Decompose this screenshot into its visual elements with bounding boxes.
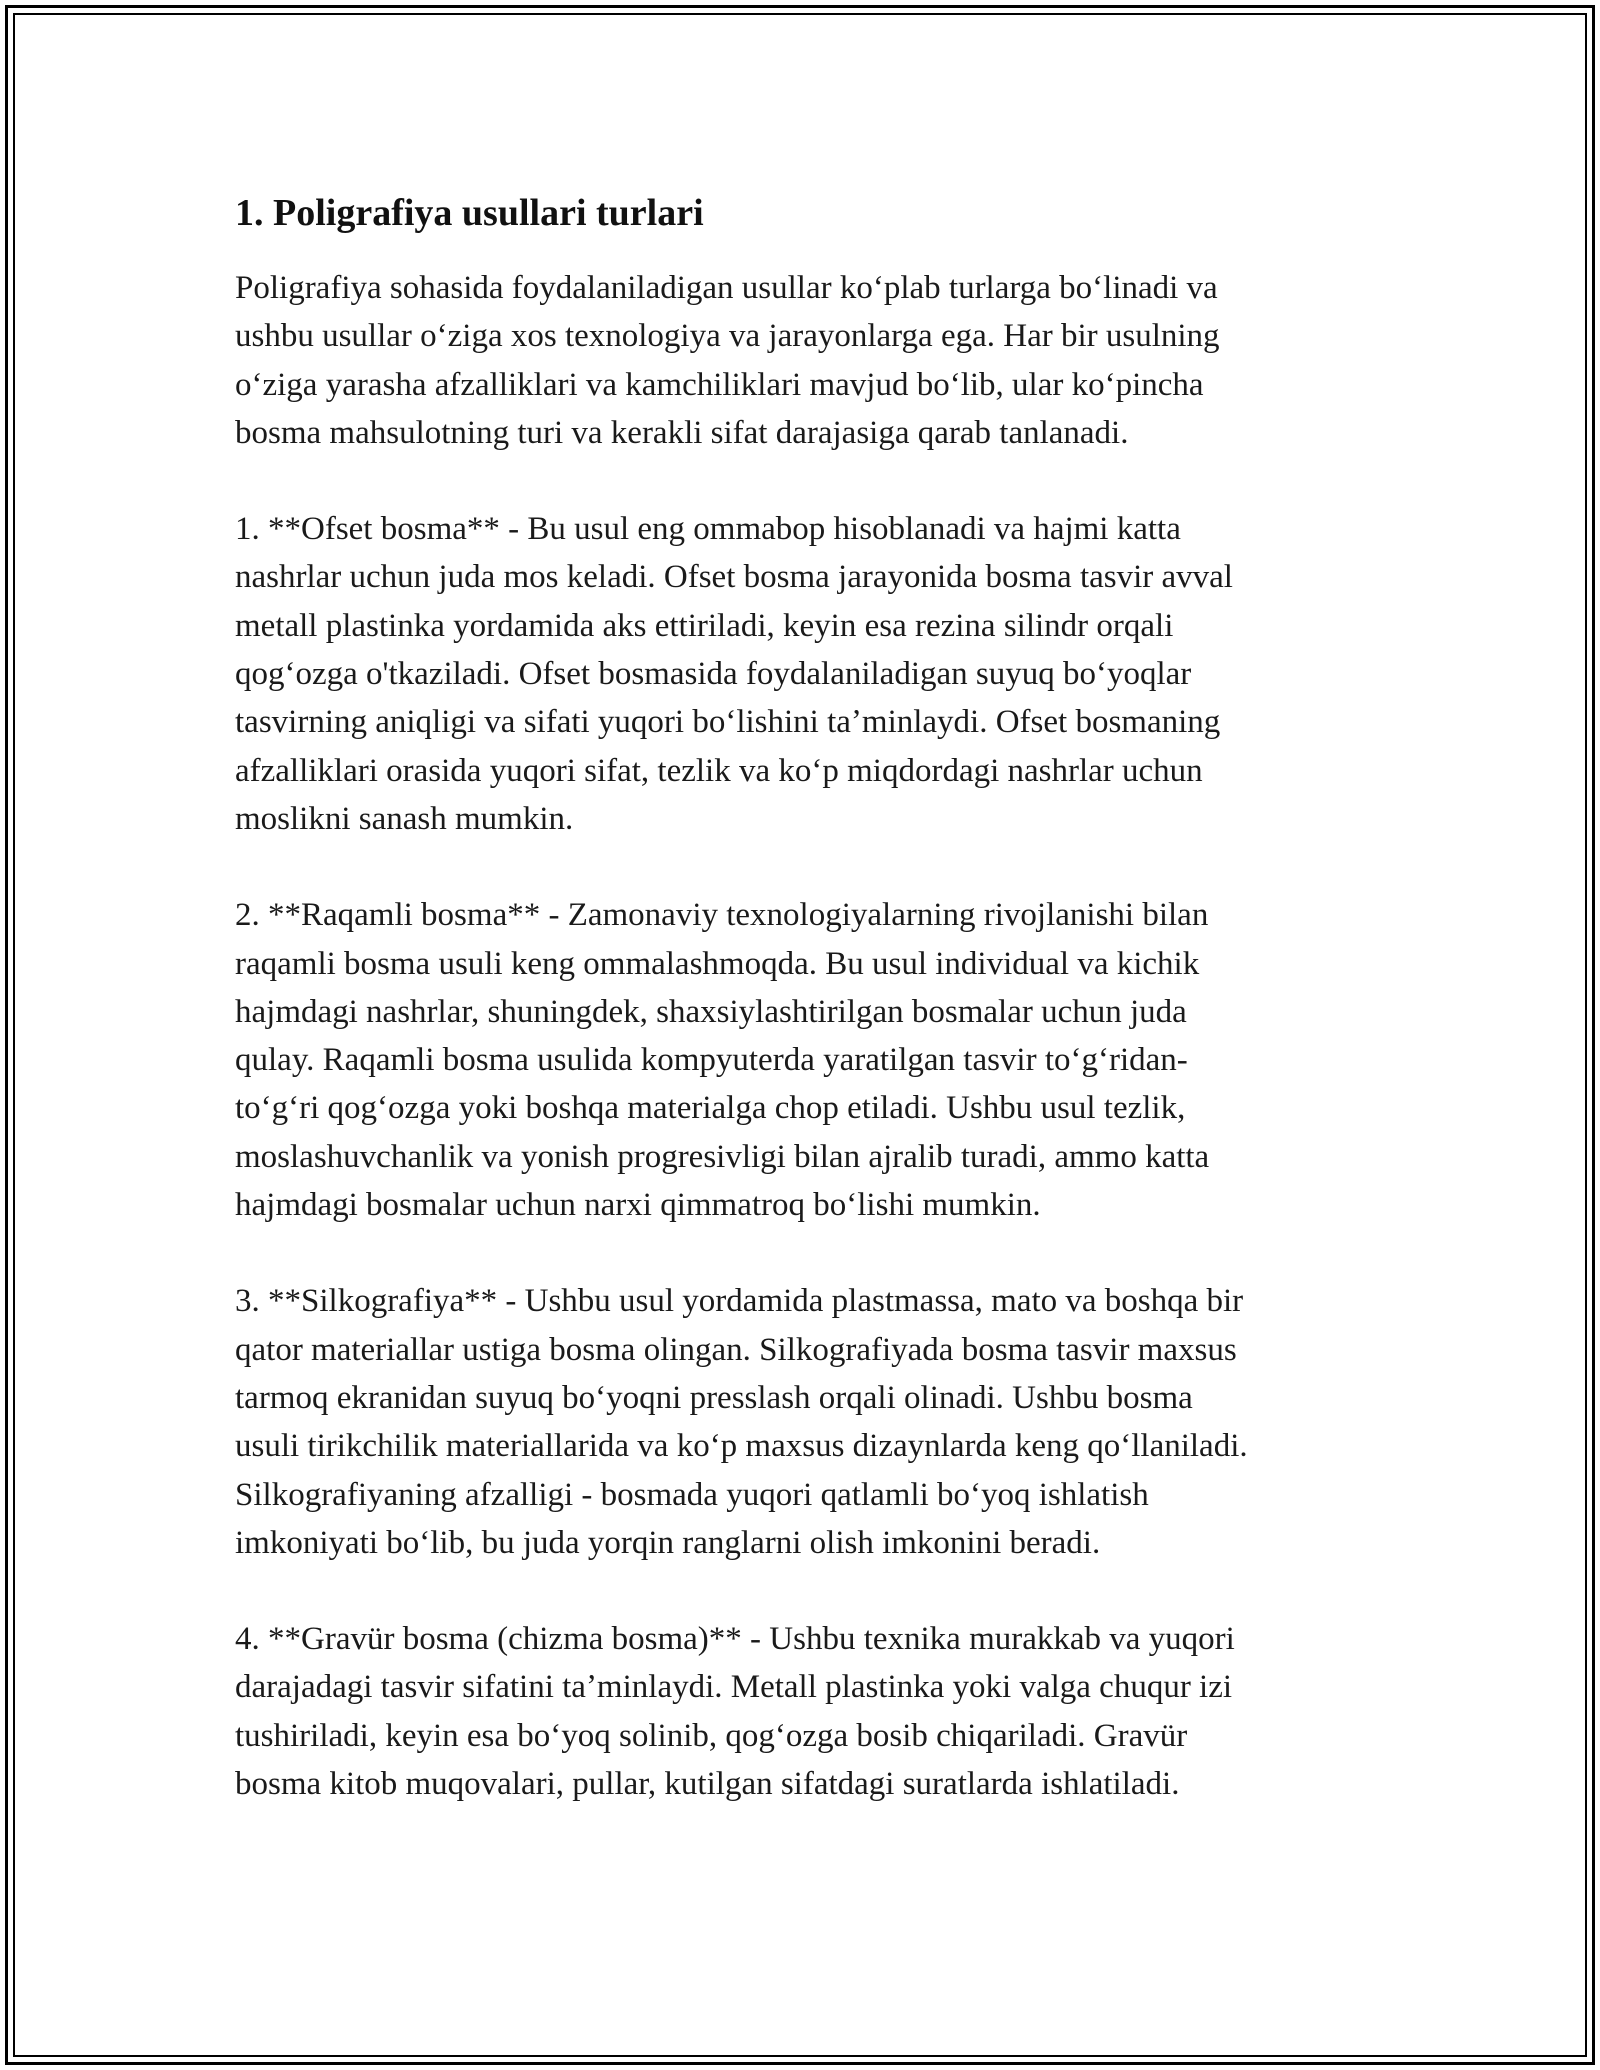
paragraph-line: moslashuvchanlik va yonish progresivligi bilan ajralib turadi, ammo katta bbox=[235, 1138, 1210, 1175]
paragraph-line: 2. **Raqamli bosma** - Zamonaviy texnologiyalarning rivojlanishi bilan bbox=[235, 897, 1209, 934]
document-body bbox=[235, 188, 1365, 1856]
silkography-paragraph bbox=[235, 1277, 1365, 1567]
paragraph-line: bosma kitob muqovalari, pullar, kutilgan sifatdagi suratlarda ishlatiladi. bbox=[235, 1766, 1180, 1803]
paragraph-line: toʻgʻri qogʻozga yoki boshqa materialga chop etiladi. Ushbu usul tezlik, bbox=[235, 1090, 1186, 1127]
paragraph-line: usuli tirikchilik materiallarida va koʻp maxsus dizaynlarda keng qoʻllaniladi. bbox=[235, 1428, 1248, 1465]
paragraph-line: raqamli bosma usuli keng ommalashmoqda. Bu usul individual va kichik bbox=[235, 945, 1200, 982]
gravure-printing-paragraph bbox=[235, 1615, 1365, 1808]
paragraph-line: Poligrafiya sohasida foydalaniladigan usullar koʻplab turlarga boʻlinadi va bbox=[235, 270, 1218, 306]
paragraph-line: bosma mahsulotning turi va kerakli sifat darajasiga qarab tanlanadi. bbox=[235, 414, 1129, 451]
offset-printing-paragraph bbox=[235, 505, 1365, 843]
document-title: 1. Poligrafiya usullari turlari bbox=[235, 192, 704, 234]
paragraph-line: tarmoq ekranidan suyuq boʻyoqni presslash orqali olinadi. Ushbu bosma bbox=[235, 1379, 1193, 1416]
paragraph-line: metall plastinka yordamida aks ettiriladi, keyin esa rezina silindr orqali bbox=[235, 607, 1174, 644]
paragraph-line: hajmdagi nashrlar, shuningdek, shaxsiylashtirilgan bosmalar uchun juda bbox=[235, 993, 1187, 1030]
paragraph-line: nashrlar uchun juda mos keladi. Ofset bosma jarayonida bosma tasvir avval bbox=[235, 559, 1233, 596]
paragraph-line: moslikni sanash mumkin. bbox=[235, 800, 574, 837]
paragraph-line: tushiriladi, keyin esa boʻyoq solinib, qogʻozga bosib chiqariladi. Gravür bbox=[235, 1717, 1188, 1754]
paragraph-line: afzalliklari orasida yuqori sifat, tezlik va koʻp miqdordagi nashrlar uchun bbox=[235, 752, 1203, 789]
paragraph-line: qulay. Raqamli bosma usulida kompyuterda yaratilgan tasvir toʻgʻridan- bbox=[235, 1042, 1188, 1079]
paragraph-line: imkoniyati boʻlib, bu juda yorqin ranglarni olish imkonini beradi. bbox=[235, 1524, 1101, 1561]
paragraph-line: tasvirning aniqligi va sifati yuqori boʻlishini taʼminlaydi. Ofset bosmaning bbox=[235, 704, 1221, 741]
paragraph-line: qator materiallar ustiga bosma olingan. Silkografiyada bosma tasvir maxsus bbox=[235, 1331, 1237, 1368]
paragraph-line: 3. **Silkografiya** - Ushbu usul yordamida plastmassa, mato va boshqa bir bbox=[235, 1283, 1244, 1320]
paragraph-line: qogʻozga o'tkaziladi. Ofset bosmasida foydalaniladigan suyuq boʻyoqlar bbox=[235, 656, 1192, 693]
paragraph-line: 1. **Ofset bosma** - Bu usul eng ommabop hisoblanadi va hajmi katta bbox=[235, 511, 1181, 548]
paragraph-line: darajadagi tasvir sifatini taʼminlaydi. Metall plastinka yoki valga chuqur izi bbox=[235, 1669, 1233, 1706]
paragraph-line: Silkografiyaning afzalligi - bosmada yuqori qatlamli boʻyoq ishlatish bbox=[235, 1476, 1149, 1513]
paragraph-line: oʻziga yarasha afzalliklari va kamchiliklari mavjud boʻlib, ular koʻpincha bbox=[235, 366, 1204, 403]
digital-printing-paragraph bbox=[235, 891, 1365, 1229]
intro-paragraph bbox=[235, 264, 1365, 457]
paragraph-line: 4. **Gravür bosma (chizma bosma)** - Ushbu texnika murakkab va yuqori bbox=[235, 1621, 1235, 1658]
paragraph-line: ushbu usullar oʻziga xos texnologiya va jarayonlarga ega. Har bir usulning bbox=[235, 318, 1220, 355]
paragraph-line: hajmdagi bosmalar uchun narxi qimmatroq boʻlishi mumkin. bbox=[235, 1187, 1041, 1224]
